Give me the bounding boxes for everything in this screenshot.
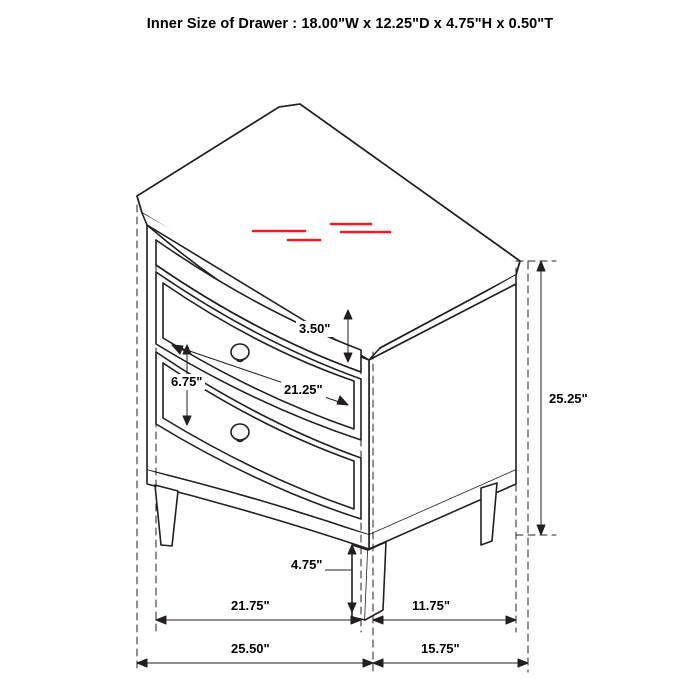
dim-drawer-front-height: 3.50" <box>296 321 333 337</box>
dimline-overall-height <box>537 261 545 535</box>
dim-overall-width: 25.50" <box>228 641 273 657</box>
dim-front-width: 21.75" <box>228 598 273 614</box>
dimline-leg-height <box>305 545 356 612</box>
dimline-side-depth <box>373 616 516 624</box>
dim-overall-height: 25.25" <box>546 391 591 407</box>
leg-front-left <box>155 485 178 546</box>
leg-back-right <box>481 483 497 545</box>
dim-side-depth: 11.75" <box>409 598 453 614</box>
dim-leg-height: 4.75" <box>288 557 325 573</box>
dim-overall-depth: 15.75" <box>418 641 463 657</box>
dim-drawer-opening-height: 6.75" <box>168 374 205 390</box>
leg-front-right <box>352 542 386 620</box>
dim-drawer-width: 21.25" <box>281 382 326 398</box>
dimline-overall-depth <box>373 659 528 667</box>
dimline-overall-width <box>137 659 373 667</box>
page-title: Inner Size of Drawer : 18.00"W x 12.25"D x 4.75"H x 0.50"T <box>146 16 554 32</box>
dimline-front-width <box>156 616 361 624</box>
